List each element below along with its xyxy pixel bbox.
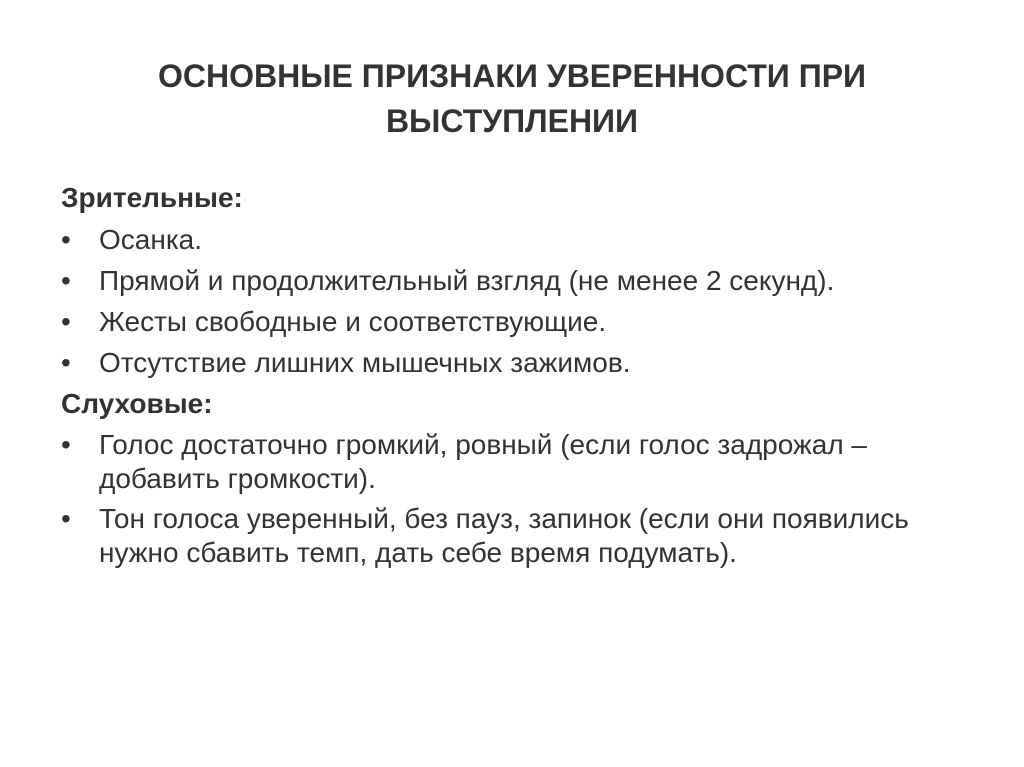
bullet-icon: •: [61, 503, 71, 534]
list-item: [61, 305, 966, 339]
bullet-list-auditory: [61, 428, 966, 570]
bullet-icon: •: [61, 347, 71, 378]
slide-title: [60, 54, 964, 144]
list-item: [61, 346, 966, 380]
section-heading-auditory: Слуховые:: [61, 388, 213, 419]
list-item: [61, 223, 966, 257]
slide-body: [61, 180, 966, 570]
bullet-icon: •: [61, 224, 71, 255]
section-heading-visual: Зрительные:: [61, 182, 243, 213]
list-item-text: Прямой и продолжительный взгляд (не менее 2 секунд).: [99, 265, 835, 296]
bullet-icon: •: [61, 429, 71, 460]
slide-title-line-2: ВЫСТУПЛЕНИИ: [385, 103, 639, 139]
list-item-text: Отсутствие лишних мышечных зажимов.: [99, 347, 631, 378]
bullet-list-visual: [61, 223, 966, 380]
list-item: [61, 428, 966, 496]
list-item-text: Жесты свободные и соответствующие.: [99, 306, 607, 337]
bullet-icon: •: [61, 265, 71, 296]
list-item-text: Тон голоса уверенный, без пауз, запинок (если они появились нужно сбавить темп, дать себе время подумать).: [99, 503, 909, 568]
list-item-text: Голос достаточно громкий, ровный (если голос задрожал – добавить громкости).: [99, 429, 868, 494]
slide-title-line-1: ОСНОВНЫЕ ПРИЗНАКИ УВЕРЕННОСТИ ПРИ: [157, 58, 867, 94]
bullet-icon: •: [61, 306, 71, 337]
list-item: [61, 502, 966, 570]
list-item-text: Осанка.: [99, 224, 203, 255]
list-item: [61, 264, 966, 298]
